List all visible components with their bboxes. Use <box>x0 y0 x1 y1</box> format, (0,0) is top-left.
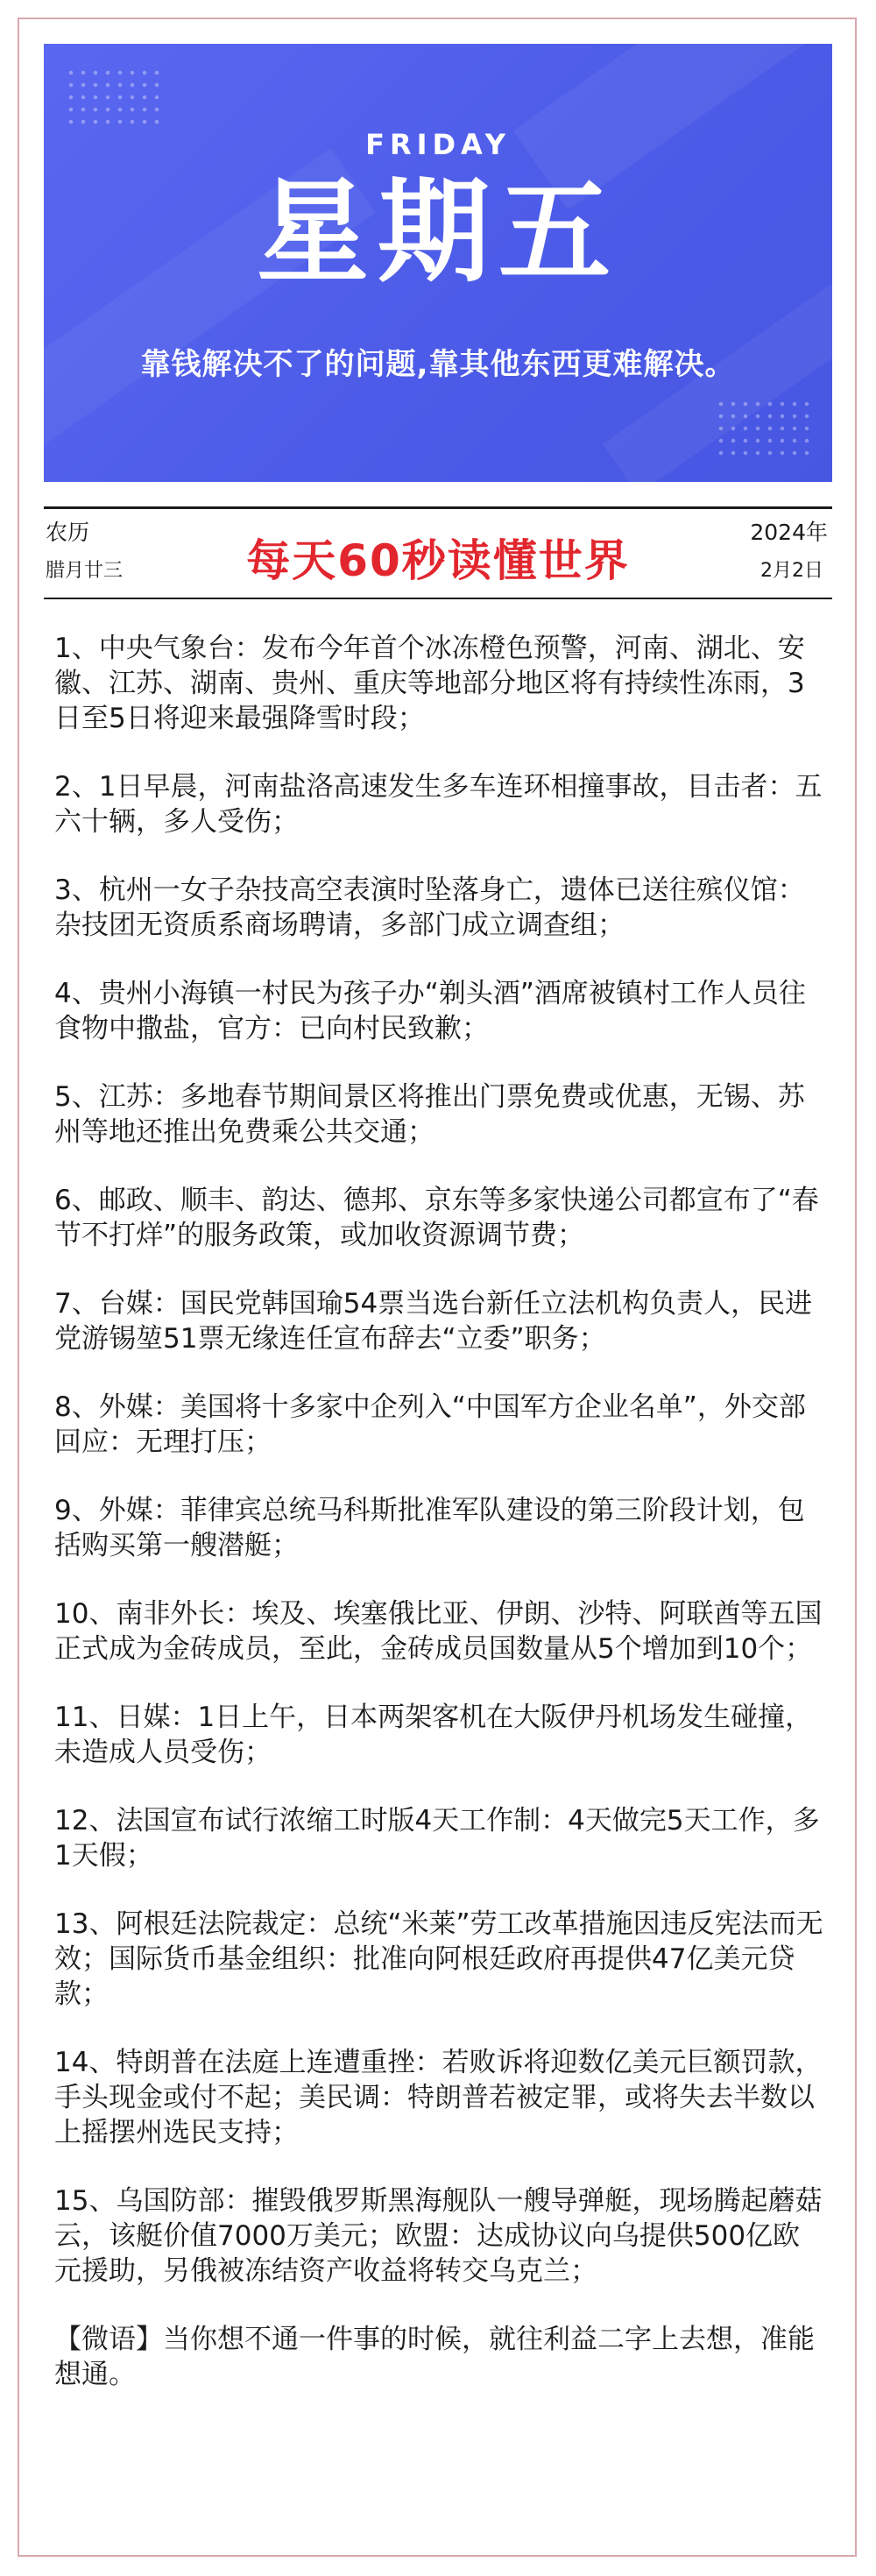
header-banner <box>44 44 832 482</box>
news-item: 4、贵州小海镇一村民为孩子办“剃头酒”酒席被镇村工作人员往食物中撒盐，官方：已向村民致歉； <box>54 978 806 1044</box>
news-item: 6、邮政、顺丰、韵达、德邦、京东等多家快递公司都宣布了“春节不打烊”的服务政策，或加收资源调节费； <box>54 1185 819 1251</box>
news-item: 10、南非外长：埃及、埃塞俄比亚、伊朗、沙特、阿联酋等五国正式成为金砖成员，至此，金砖成员国数量从5个增加到10个； <box>54 1598 823 1665</box>
news-item: 11、日媒：1日上午，日本两架客机在大阪伊丹机场发生碰撞，未造成人员受伤； <box>54 1702 813 1768</box>
news-item: 5、江苏：多地春节期间景区将推出门票免费或优惠，无锡、苏州等地还推出免费乘公共交通； <box>54 1081 805 1148</box>
news-item: 3、杭州一女子杂技高空表演时坠落身亡，遗体已送往殡仪馆：杂技团无资质系商场聘请，多部门成立调查组； <box>54 874 805 941</box>
masthead-top-rule <box>44 506 832 509</box>
news-item: 9、外媒：菲律宾总统马科斯批准军队建设的第三阶段计划，包括购买第一艘潜艇； <box>54 1495 805 1561</box>
masthead-bottom-rule <box>44 598 832 599</box>
year-label: 2024年 <box>750 520 828 545</box>
news-list <box>54 631 825 2392</box>
lunar-label: 农历 <box>46 520 90 545</box>
weekday-english: FRIDAY <box>365 128 511 161</box>
news-item: 1、中央气象台：发布今年首个冰冻橙色预警，河南、湖北、安徽、江苏、湖南、贵州、重庆等地部分地区将有持续性冻雨，3日至5日将迎来最强降雪时段； <box>54 633 805 734</box>
lunar-date: 腊月廿三 <box>46 560 124 582</box>
banner-dot-pattern <box>715 398 811 459</box>
news-item: 2、1日早晨，河南盐洛高速发生多车连环相撞事故，目击者：五六十辆，多人受伤； <box>54 771 823 838</box>
masthead-title: 每天60秒读懂世界 <box>246 535 630 586</box>
date-label: 2月2日 <box>760 560 823 582</box>
banner-dot-pattern <box>65 67 161 128</box>
banner-slogan: 靠钱解决不了的问题,靠其他东西更难解决。 <box>140 347 736 382</box>
news-item: 13、阿根廷法院裁定：总统“米莱”劳工改革措施因违反宪法而无效；国际货币基金组织：批准向阿根廷政府再提供47亿美元贷款； <box>54 1908 823 2010</box>
news-item: 14、特朗普在法庭上连遭重挫：若败诉将迎数亿美元巨额罚款，手头现金或付不起；美民调：特朗普若被定罪，或将失去半数以上摇摆州选民支持； <box>54 2047 823 2148</box>
news-item: 7、台媒：国民党韩国瑜54票当选台新任立法机构负责人，民进党游锡堃51票无缘连任宣布辞去“立委”职务； <box>54 1288 813 1355</box>
news-item: 15、乌国防部：摧毁俄罗斯黑海舰队一艘导弹艇，现场腾起蘑菇云，该艇价值7000万美元；欧盟：达成协议向乌提供500亿欧元援助，另俄被冻结资产收益将转交乌克兰； <box>54 2185 823 2287</box>
news-item: 12、法国宣布试行浓缩工时版4天工作制：4天做完5天工作，多1天假； <box>54 1805 820 1872</box>
weekday-chinese: 星期五 <box>256 167 619 298</box>
daily-quote: 【微语】当你想不通一件事的时候，就往利益二字上去想，准能想通。 <box>54 2324 815 2390</box>
news-item: 8、外媒：美国将十多家中企列入“中国军方企业名单”，外交部回应：无理打压； <box>54 1391 806 1458</box>
